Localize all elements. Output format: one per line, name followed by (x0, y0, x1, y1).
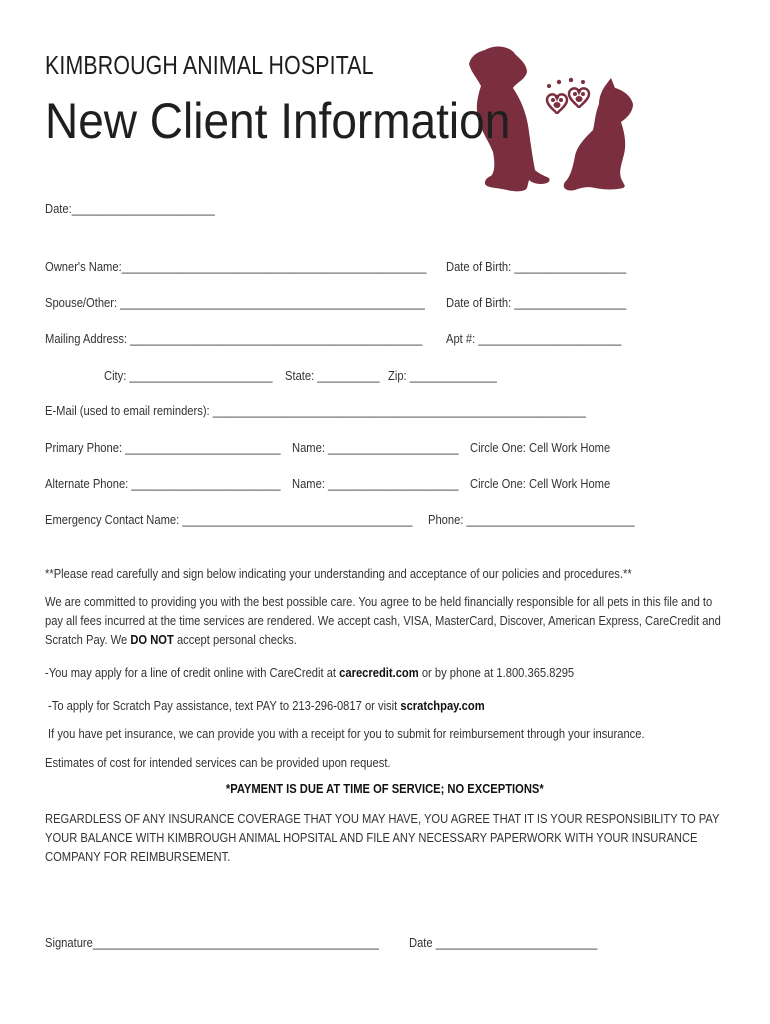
primary-phone-type[interactable]: Circle One: Cell Work Home (470, 440, 611, 455)
carecredit-text: -You may apply for a line of credit online with CareCredit at (45, 665, 337, 680)
apt-field[interactable]: Apt #: _______________________ (446, 331, 622, 346)
owner-name-field[interactable]: Owner's Name:_________________________________________________ (45, 259, 427, 274)
scratchpay-line (48, 696, 727, 715)
alternate-phone-type[interactable]: Circle One: Cell Work Home (470, 476, 611, 491)
signature-field[interactable]: Signature______________________________________________ (45, 935, 379, 950)
mailing-address-field[interactable]: Mailing Address: _______________________________________________ (45, 331, 423, 346)
scratchpay-link[interactable]: scratchpay.com (400, 698, 485, 713)
carecredit-phone: or by phone at 1.800.365.8295 (421, 665, 575, 680)
signature-date-field[interactable]: Date __________________________ (409, 935, 598, 950)
insurance-line: If you have pet insurance, we can provide you with a receipt for you to submit for reimbursement through your insurance. (48, 726, 645, 741)
payment-due-notice (0, 781, 770, 796)
estimates-line: Estimates of cost for intended services can be provided upon request. (45, 755, 391, 770)
form-title: New Client Information (45, 93, 511, 149)
carecredit-line (45, 663, 724, 682)
spouse-field[interactable]: Spouse/Other: _________________________________________________ (45, 295, 425, 310)
emergency-contact-field[interactable]: Emergency Contact Name: _____________________________________ (45, 512, 413, 527)
primary-phone-field[interactable]: Primary Phone: _________________________ (45, 440, 281, 455)
policy-commitment (45, 592, 724, 649)
hospital-name: KIMBROUGH ANIMAL HOSPITAL (45, 50, 374, 80)
policy-intro: **Please read carefully and sign below indicating your understanding and acceptance of our policies and procedures.** (45, 566, 632, 581)
date-field[interactable]: Date:_______________________ (45, 201, 215, 216)
state-field[interactable]: State: __________ (285, 368, 380, 383)
owner-dob-field[interactable]: Date of Birth: __________________ (446, 259, 627, 274)
commitment-text: We are committed to providing you with the best possible care. You agree to be held financially responsible for all pets in this file and to pay all fees incurred at the time services are rendered. We accept cash, VISA, MasterCard, Discover, American Express, CareCredit and Scratch Pay. We (45, 594, 721, 647)
commitment-text-end: accept personal checks. (176, 632, 297, 647)
do-not-emphasis: DO NOT (130, 632, 174, 647)
payment-due-text: *PAYMENT IS DUE AT TIME OF SERVICE; NO EXCEPTIONS* (226, 781, 544, 796)
alternate-name-field[interactable]: Name: _____________________ (292, 476, 459, 491)
primary-name-field[interactable]: Name: _____________________ (292, 440, 459, 455)
spouse-dob-field[interactable]: Date of Birth: __________________ (446, 295, 627, 310)
zip-field[interactable]: Zip: ______________ (388, 368, 497, 383)
regardless-notice: REGARDLESS OF ANY INSURANCE COVERAGE THAT YOU MAY HAVE, YOU AGREE THAT IT IS YOUR RESPONSIBILITY TO PAY YOUR BALANCE WITH KIMBROUGH ANIMAL HOPSITAL AND FILE ANY NECESSARY PAPERWORK WITH YOUR INSURANCE COMPANY FOR REIMBURSEMENT. (45, 811, 720, 864)
scratchpay-text: -To apply for Scratch Pay assistance, text PAY to 213-296-0817 or visit (48, 698, 398, 713)
city-field[interactable]: City: _______________________ (104, 368, 273, 383)
emergency-phone-field[interactable]: Phone: ___________________________ (428, 512, 635, 527)
email-field[interactable]: E-Mail (used to email reminders): ____________________________________________________________ (45, 403, 586, 418)
alternate-phone-field[interactable]: Alternate Phone: ________________________ (45, 476, 281, 491)
carecredit-link[interactable]: carecredit.com (339, 665, 419, 680)
